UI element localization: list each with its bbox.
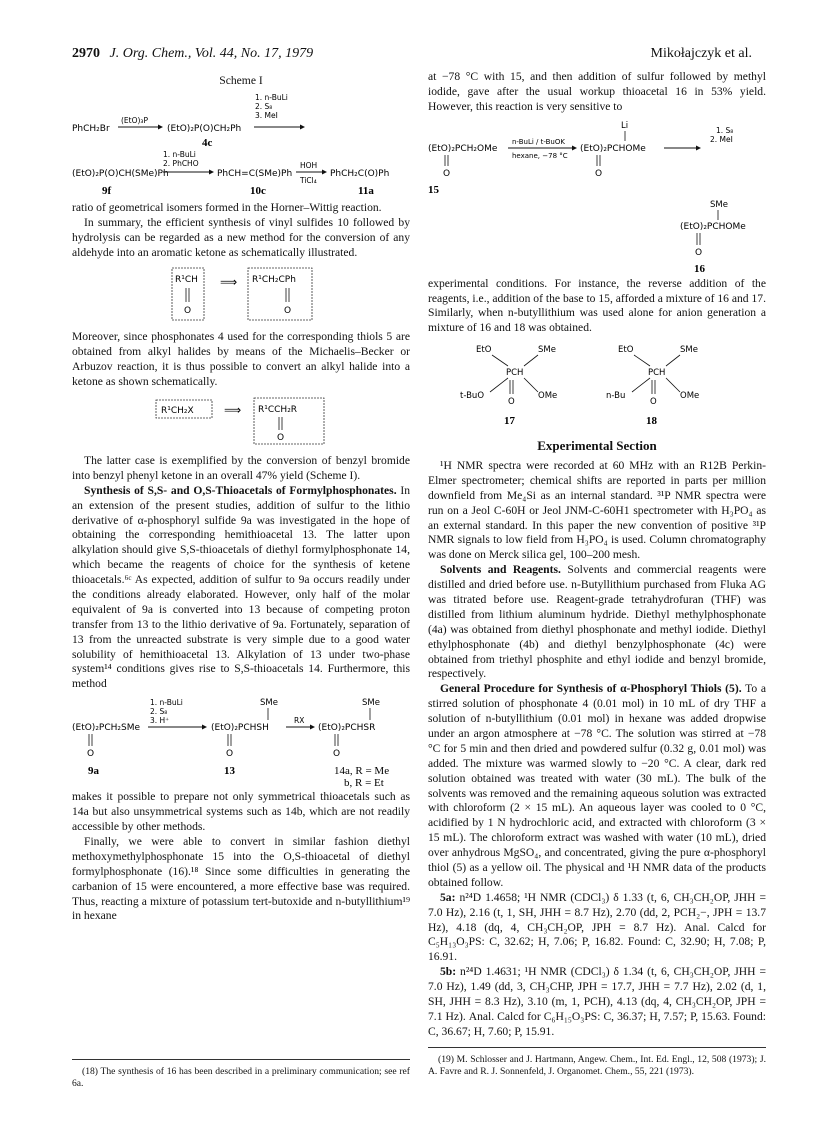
footnote-18 — [72, 1059, 410, 1090]
experimental-paragraph-1: ¹H NMR spectra were recorded at 60 MHz with an R12B Perkin-Elmer spectrometer; chemical shifts are reported in parts per million downfield from Me₄Si as an internal standard. ³¹P NMR spectra were run on a Jeol C-60H or Jeol JNM-C-60H1 spectrometer with H₃PO₄ as an external standard. In this paper the new convention of positive ³¹P NMR signals to low field from H₃PO₄ is used. Column chromatography was done on Merck silica gel, 100–200 mesh. — [428, 458, 766, 562]
scheme2-reagent-2: 2. S₈ — [150, 707, 168, 717]
box2-arrow: ⟹ — [224, 403, 242, 418]
scheme-1-labels — [72, 183, 410, 197]
general-procedure-heading: General Procedure for Synthesis of α-Phosphoryl Thiols (5). — [440, 682, 742, 696]
scheme2-mid-sme: SMe — [260, 698, 278, 709]
aldehyde-to-ketone-scheme — [72, 264, 410, 326]
experimental-paragraph-2: Solvents and commercial reagents were distilled and dried before use. n-Butyllithium purchased from Fluka AG was titrated before use. Reagent-grade tetrahydrofuran (THF) was distilled from lithium aluminum hydride. Diethyl methylphosphonate (4a) was obtained from diethyl phosphonate and methyl iodide. Diethyl ethylphosphonate (4b) and diethyl benzylphosphonate (4c) were obtained from triethyl phosphite and ethyl iodide and benzyl bromide, respectively. — [428, 563, 766, 681]
scheme-2-figure — [72, 696, 410, 788]
left-paragraph-6: makes it possible to prepare not only symmetrical thioacetals such as 14a but also unsymmetrical systems such as 14b, which are not readily accessible by other methods. — [72, 790, 410, 834]
scheme2-mid-oxygen: O — [226, 749, 234, 760]
scheme3-li: Li — [621, 120, 629, 131]
scheme3-end-sme: SMe — [710, 199, 728, 210]
compound-18-label: 18 — [646, 415, 657, 428]
scheme1-row2-arrow-bottom: TiCl₄ — [300, 175, 317, 185]
scheme1-reagent-3: 3. MeI — [255, 110, 278, 120]
scheme3-arrow-top: n-BuLi / t-BuOK — [512, 137, 565, 146]
scheme1-row2-reagent-1: 1. n-BuLi — [163, 149, 196, 159]
left-column — [72, 70, 410, 924]
scheme1-arrow1-label: (EtO)₃P — [121, 115, 148, 125]
footnote-19 — [428, 1047, 766, 1078]
compound-13-label: 13 — [224, 765, 235, 778]
scheme-3-figure — [428, 119, 766, 275]
compound-5b-data: n²⁴D 1.4631; ¹H NMR (CDCl₃) δ 1.34 (t, 6, CH₃CH₂OP, JHH = 7.0 Hz), 1.49 (dd, 3, CH₃CHP, JPH = 17.7, JHH = 7.7 Hz), 2.02 (d, 1, SH, JHH = 8.3 Hz), 3.10 (m, 1, PCH), 4.13 (dq, 4, CH₃CH₂OP, JPH = 7.1 Hz). Anal. Calcd for C₆H₁₅O₃PS: C, 36.37; H, 7.57; P, 15.63. Found: C, 36.67; H, 7.60; P, 15.91. — [428, 965, 766, 1038]
scheme2-reagent-3: 3. H⁺ — [150, 716, 170, 726]
scheme2-end-oxygen: O — [333, 749, 341, 760]
box1-left-text: R¹CH — [175, 275, 198, 286]
scheme-title: Scheme I — [219, 74, 263, 87]
page-number: 2970 — [72, 46, 100, 61]
box1-right-text: R¹CH₂CPh — [252, 275, 296, 286]
c18-sme: SMe — [680, 345, 698, 356]
box2-left-text: R¹CH₂X — [161, 406, 194, 417]
compound-10c-label: 10c — [250, 184, 266, 197]
box2-right-text: R¹CCH₂R — [258, 405, 298, 416]
c17-ome: OMe — [538, 391, 558, 402]
scheme3-start-oxygen: O — [443, 168, 451, 179]
scheme-1-figure — [72, 91, 410, 189]
scheme2-end-sme: SMe — [362, 698, 380, 709]
c17-sme: SMe — [538, 345, 556, 356]
left-paragraph-5: In an extension of the present studies, addition of sulfur to the lithio derivative of α-phosphoryl sulfide 9a was investigated in the hope of obtaining the corresponding hemithioacetal 13. The latter upon alkylation should give S,S-thioacetals of diethyl formylphosphonate 14, which became the reagents of choice for the synthesis of ketene thioacetals.⁶ᶜ As expected, addition of sulfur to 9a occurs readily under the conditions already elaborated. However, only half of the molar equivalent of 9a is converted into 13 because of competing proton transfer from 13 to the lithio derivative of 9a. Fortunately, separation of 13 from the unreacted substrate is very simple due to a good water solubility of hemithioacetal 13. Alkylation of 13 under two-phase system¹⁴ conditions gives rise to S,S-thioacetals 14. Furthermore, this method — [72, 483, 410, 691]
compound-16-label: 16 — [694, 262, 705, 275]
scheme1-row2-reagent-2: 2. PhCHO — [163, 158, 199, 168]
right-column — [428, 70, 766, 1040]
compound-15-label: 15 — [428, 183, 439, 196]
c18-nbu: n-Bu — [606, 391, 626, 402]
c17-pch: PCH — [506, 368, 524, 379]
experimental-section-title: Experimental Section — [537, 438, 657, 454]
compound-9f-label: 9f — [102, 184, 112, 197]
scheme3-start: (EtO)₂PCH₂OMe — [428, 143, 498, 154]
c18-ome: OMe — [680, 391, 700, 402]
scheme2-start: (EtO)₂PCH₂SMe — [72, 723, 141, 734]
c18-pch: PCH — [648, 368, 666, 379]
c17-oxygen: O — [508, 397, 515, 408]
box1-right-oxygen: O — [284, 306, 292, 317]
compounds-17-18-figure — [428, 340, 766, 432]
c17-tbuo: t-BuO — [460, 391, 485, 402]
scheme1-row2-mid: PhCH=C(SMe)Ph — [217, 168, 293, 179]
footnote-19-text: (19) M. Schlosser and J. Hartmann, Angew. Chem., Int. Ed. Engl., 12, 508 (1973); J. A. Favre and R. J. Sonnenfeld, J. Organomet. Chem., 55, 221 (1973). — [428, 1054, 766, 1077]
scheme2-reagent-1: 1. n-BuLi — [150, 698, 183, 708]
compound-5a-data: n²⁴D 1.4658; ¹H NMR (CDCl₃) δ 1.33 (t, 6, CH₃CH₂OP, JHH = 7.0 Hz), 2.16 (t, 1, SH, JHH = 8.7 Hz), 2.70 (dd, 2, PCH₂−, JPH = 13.7 Hz), 4.18 (dq, 4, CH₃CH₂OP, JPH = 8.7 Hz). Anal. Calcd for C₅H₁₃O₃PS: C, 32.62; H, 7.06; P, 16.82. Found: C, 32.90; H, 7.08; P, 16.91. — [428, 890, 766, 964]
experimental-paragraph-3: To a stirred solution of phosphonate 4 (0.01 mol) in 10 mL of dry THF a solution of n-butyllithium (0.01 mol) in hexane was added dropwise under an argon atmosphere at −78 °C. The solution was stirred at −78 °C for 5 min and then dried and powdered sulfur (0.32 g, 0.01 mol) was added. The mixture was warmed slowly to −20 °C. A clear, dark red solution obtained was treated with water (30 mL). The bulk of the solvents was removed and the remaining aqueous solution was extracted with chloroform (2 × 15 mL). An aqueous layer was cooled to 0 °C, acidified by 1 N hydrochloric acid, and extracted with chloroform (3 × 15 mL). The chloroform extract was washed with water (10 mL), dried over anhydrous MgSO₄, and concentrated, giving the pure α-phosphoryl thiol (5) as a yellow oil. The physical and ¹H NMR data of the products obtained follow. — [428, 682, 766, 889]
c17-eto: EtO — [476, 345, 492, 356]
scheme2-rx: RX — [294, 716, 305, 726]
compound-4c-label: 4c — [202, 136, 213, 149]
left-paragraph-3: Moreover, since phosphonates 4 used for the corresponding thiols 5 are obtained from alkyl halides by means of the Michaelis–Becker or Arbuzov reaction, it is thus possible to convert an alkyl halide into a ketone as shown schematically. — [72, 330, 410, 389]
box1-left-oxygen: O — [184, 306, 192, 317]
scheme2-mid: (EtO)₂PCHSH — [211, 723, 269, 734]
right-paragraph-2: experimental conditions. For instance, the reverse addition of the reagents, i.e., addition of the base to 15, afforded a mixture of 16 and 17. Similarly, when n-butyllithium was used alone for anion generation a mixture of 16 and 18 was obtained. — [428, 276, 766, 335]
scheme1-reagent-1: 1. n-BuLi — [255, 92, 288, 102]
scheme1-reagent-2: 2. S₈ — [255, 101, 273, 111]
scheme1-row2-arrow-top: HOH — [300, 160, 318, 170]
left-paragraph-2: In summary, the efficient synthesis of vinyl sulfides 10 followed by hydrolysis can be regarded as a new method for the conversion of any aldehyde into an aromatic ketone as schematically illustrated. — [72, 215, 410, 259]
scheme3-end: (EtO)₂PCHOMe — [680, 221, 746, 232]
scheme1-mid: (EtO)₂P(O)CH₂Ph — [167, 123, 242, 134]
compound-17-label: 17 — [504, 415, 515, 428]
c18-eto: EtO — [618, 345, 634, 356]
scheme3-reagent-2: 2. MeI — [710, 134, 733, 144]
scheme2-start-oxygen: O — [87, 749, 95, 760]
halide-to-ketone-scheme — [72, 394, 410, 450]
box2-right-oxygen: O — [277, 433, 285, 444]
box1-arrow: ⟹ — [220, 275, 238, 290]
scheme3-mid: (EtO)₂PCHOMe — [580, 143, 646, 154]
journal-citation: J. Org. Chem., Vol. 44, No. 17, 1979 — [109, 46, 314, 61]
c18-oxygen: O — [650, 397, 657, 408]
scheme1-row2-start: (EtO)₂P(O)CH(SMe)Ph — [72, 168, 169, 179]
section-heading-thioacetals: Synthesis of S,S- and O,S-Thioacetals of Formylphosphonates. — [84, 483, 397, 497]
compound-11a-label: 11a — [358, 184, 374, 197]
running-head-authors: Mikołajczyk et al. — [650, 46, 752, 61]
running-head-left — [72, 46, 313, 62]
solvents-heading: Solvents and Reagents. — [440, 563, 561, 577]
scheme1-row2-end: PhCH₂C(O)Ph — [330, 168, 390, 179]
left-paragraph-1: ratio of geometrical isomers formed in the Horner–Wittig reaction. — [72, 200, 382, 214]
scheme3-end-oxygen: O — [695, 247, 703, 258]
scheme3-mid-oxygen: O — [595, 168, 603, 179]
footnote-18-text: (18) The synthesis of 16 has been described in a preliminary communication; see ref 6a. — [72, 1066, 410, 1089]
scheme3-reagent-1: 1. S₈ — [716, 125, 734, 135]
compound-5a-heading: 5a: — [440, 890, 456, 904]
compound-14a-label: 14a, R = Me — [334, 765, 390, 778]
scheme2-end: (EtO)₂PCHSR — [318, 723, 376, 734]
compound-5b-heading: 5b: — [440, 965, 457, 979]
scheme1-start: PhCH₂Br — [72, 123, 110, 134]
scheme3-arrow-bottom: hexane, −78 °C — [512, 151, 568, 160]
compound-9a-label: 9a — [88, 765, 99, 778]
left-paragraph-7: Finally, we were able to convert in similar fashion diethyl methoxymethylphosphonate 15 into the O,S-thioacetal of diethyl formylphosphonate (16).¹⁸ Since some difficulties in generating the carbanion of 15 were encountered, a more effective base was required. Thus, reacting a mixture of potassium tert-butoxide and n-butyllithium¹⁹ in hexane — [72, 834, 410, 923]
compound-14b-label: b, R = Et — [344, 777, 384, 789]
right-paragraph-1: at −78 °C with 15, and then addition of sulfur followed by methyl iodide, gave after the usual workup thioacetal 16 in 53% yield. However, this reaction is very sensitive to — [428, 70, 766, 113]
left-paragraph-4: The latter case is exemplified by the conversion of benzyl bromide into benzyl phenyl ketone in an overall 47% yield (Scheme I). — [72, 454, 410, 482]
